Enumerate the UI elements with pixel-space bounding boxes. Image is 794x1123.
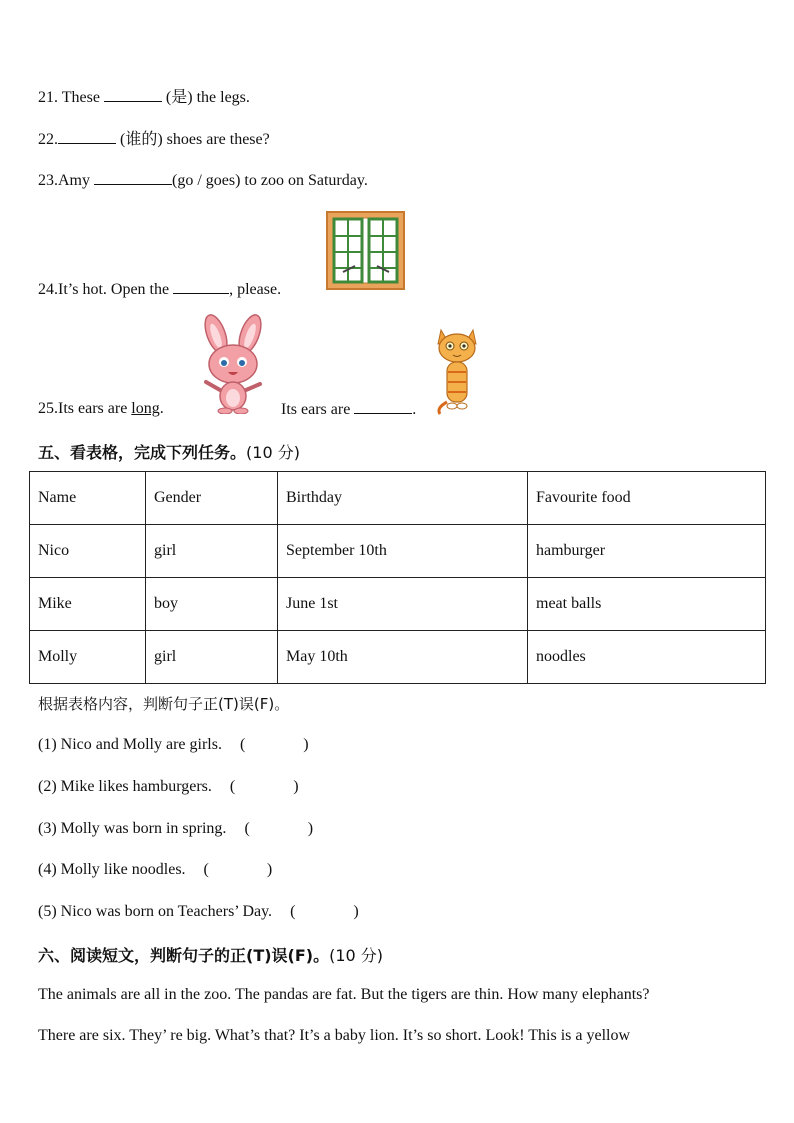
cat-icon	[434, 326, 480, 416]
answer-blank[interactable]	[354, 399, 412, 414]
tf-item-4	[38, 860, 272, 880]
tf-item-5	[38, 902, 359, 922]
tf-item-2	[38, 777, 299, 797]
info-table	[29, 471, 766, 684]
table-header-row	[30, 472, 766, 525]
table-cell: May 10th	[278, 631, 528, 684]
question-25: 25.Its ears are long.	[38, 400, 164, 417]
tf-item-1	[38, 735, 309, 755]
question-text: (是) the legs.	[161, 89, 250, 106]
table-cell: Nico	[30, 525, 146, 578]
question-22: 22. (谁的) shoes are these?	[38, 131, 270, 148]
table-row	[30, 578, 766, 631]
table-cell: June 1st	[278, 578, 528, 631]
table-row	[30, 631, 766, 684]
question-text: Its ears are	[281, 401, 355, 418]
tf-item-3	[38, 819, 313, 839]
question-number: 21	[38, 89, 54, 106]
tf-item-text: (4) Molly like noodles.	[38, 861, 186, 878]
answer-paren[interactable]: ( )	[290, 903, 359, 920]
question-number: 22	[38, 131, 54, 148]
question-21: 21. These (是) the legs.	[38, 89, 250, 106]
question-text: .	[412, 401, 417, 418]
section-points: (10 分)	[246, 443, 300, 462]
table-cell: Molly	[30, 631, 146, 684]
question-number: 25	[38, 400, 54, 417]
question-number: 23	[38, 172, 54, 189]
table-cell: noodles	[528, 631, 766, 684]
answer-paren[interactable]: ( )	[229, 778, 299, 795]
answer-blank[interactable]	[58, 129, 116, 144]
question-25-second	[281, 399, 416, 420]
section-5-instruction: 根据表格内容，判断句子正(T)误(F)。	[38, 695, 290, 713]
table-header-cell: Gender	[146, 472, 278, 525]
section-5-title	[38, 440, 300, 463]
answer-paren[interactable]: ( )	[244, 820, 314, 837]
answer-paren[interactable]: ( )	[239, 736, 309, 753]
question-text: Its ears are	[58, 400, 132, 417]
question-text: .	[159, 400, 164, 417]
window-icon	[325, 210, 406, 291]
answer-paren[interactable]: ( )	[203, 861, 273, 878]
section-title-text: 六、阅读短文，判断句子的正(T)误(F)。	[38, 946, 330, 965]
table-cell: girl	[146, 631, 278, 684]
answer-blank[interactable]	[173, 279, 229, 294]
section-6-title	[38, 943, 383, 966]
passage-line: There are six. They’ re big. What’s that? It’s a baby lion. It’s so short. Look! This is a yellow	[38, 1027, 631, 1044]
question-text: (go / goes) to zoo on Saturday.	[172, 172, 368, 189]
question-text: These	[61, 89, 104, 106]
answer-blank[interactable]	[104, 87, 162, 102]
table-cell: meat balls	[528, 578, 766, 631]
answer-blank[interactable]	[94, 170, 172, 185]
tf-item-text: (1) Nico and Molly are girls.	[38, 736, 222, 753]
question-24: 24.It’s hot. Open the , please.	[38, 281, 282, 298]
passage-line: The animals are all in the zoo. The pandas are fat. But the tigers are thin. How many elephants?	[38, 986, 650, 1003]
question-23: 23.Amy (go / goes) to zoo on Saturday.	[38, 172, 368, 189]
table-header-cell: Name	[30, 472, 146, 525]
question-text: Amy	[58, 172, 94, 189]
table-cell: boy	[146, 578, 278, 631]
tf-item-text: (5) Nico was born on Teachers’ Day.	[38, 903, 273, 920]
question-number: 24	[38, 281, 54, 298]
underlined-word: long	[131, 400, 160, 417]
table-cell: girl	[146, 525, 278, 578]
table-header-cell: Favourite food	[528, 472, 766, 525]
rabbit-icon	[192, 314, 274, 414]
table-cell: September 10th	[278, 525, 528, 578]
table-cell: hamburger	[528, 525, 766, 578]
section-title-text: 五、看表格，完成下列任务。	[38, 443, 247, 462]
question-text: (谁的) shoes are these?	[116, 131, 270, 148]
question-text: , please.	[229, 281, 282, 298]
table-header-cell: Birthday	[278, 472, 528, 525]
question-text: It’s hot. Open the	[58, 281, 174, 298]
tf-item-text: (2) Mike likes hamburgers.	[38, 778, 212, 795]
section-points: (10 分)	[329, 946, 384, 965]
tf-item-text: (3) Molly was born in spring.	[38, 820, 227, 837]
table-cell: Mike	[30, 578, 146, 631]
table-row	[30, 525, 766, 578]
